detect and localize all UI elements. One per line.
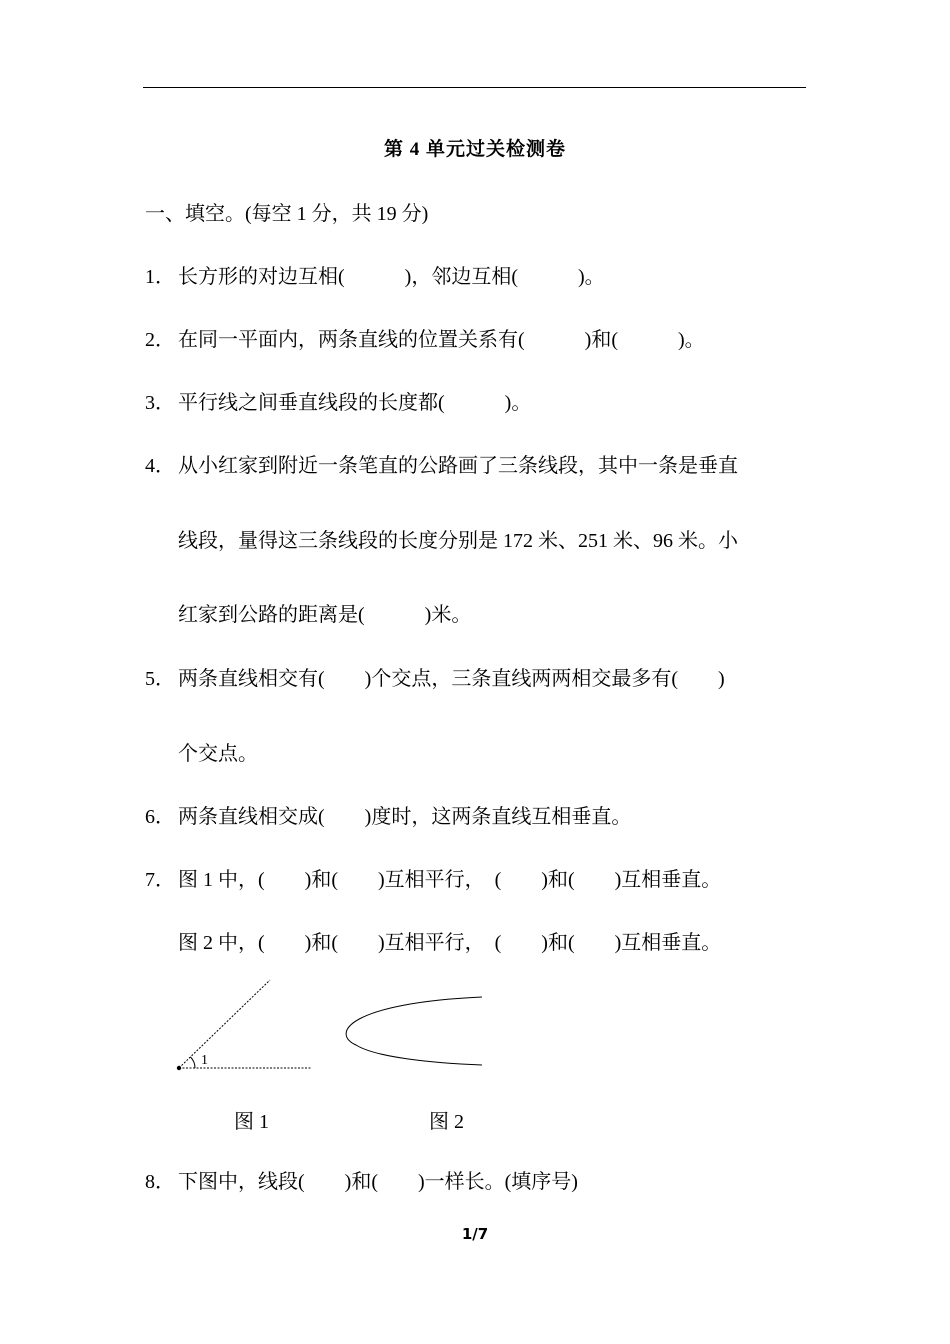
question-6 bbox=[145, 803, 631, 831]
question-text: 在同一平面内，两条直线的位置关系有( )和( )。 bbox=[178, 329, 705, 351]
question-text: 长方形的对边互相( )，邻边互相( )。 bbox=[178, 266, 605, 288]
question-number: 1． bbox=[145, 266, 175, 288]
fig1-vertex bbox=[177, 1066, 181, 1070]
fig1-ray-slanted bbox=[179, 980, 270, 1068]
question-7-line-2: 图 2 中，( )和( )互相平行， ( )和( )互相垂直。 bbox=[178, 932, 722, 954]
page-title: 第 4 单元过关检测卷 bbox=[383, 139, 566, 160]
fig1-angle-label: 1 bbox=[201, 1053, 208, 1068]
question-8 bbox=[145, 1168, 578, 1196]
question-text: 图 1 中，( )和( )互相平行， ( )和( )互相垂直。 bbox=[178, 869, 722, 891]
question-number: 4． bbox=[145, 455, 175, 477]
question-5-line-2: 个交点。 bbox=[178, 743, 258, 765]
question-text: 两条直线相交成( )度时，这两条直线互相垂直。 bbox=[178, 806, 632, 828]
question-4-line-3: 红家到公路的距离是( )米。 bbox=[178, 604, 472, 626]
header-rule bbox=[143, 87, 806, 88]
question-number: 5． bbox=[145, 668, 175, 690]
section-heading: 一、填空。(每空 1 分，共 19 分) bbox=[145, 203, 429, 225]
question-number: 3． bbox=[145, 392, 175, 414]
question-4 bbox=[145, 452, 738, 480]
fig2-curve bbox=[346, 997, 482, 1065]
question-7 bbox=[145, 866, 721, 894]
question-2 bbox=[145, 326, 705, 354]
question-text: 平行线之间垂直线段的长度都( )。 bbox=[178, 392, 532, 414]
question-text: 两条直线相交有( )个交点，三条直线两两相交最多有( ) bbox=[178, 668, 725, 690]
question-text: 从小红家到附近一条笔直的公路画了三条线段，其中一条是垂直 bbox=[178, 455, 738, 477]
fig1-caption: 图 1 bbox=[234, 1111, 269, 1133]
question-1 bbox=[145, 263, 605, 291]
page-number: 1/7 bbox=[461, 1225, 489, 1243]
question-3 bbox=[145, 389, 531, 417]
question-5 bbox=[145, 665, 725, 693]
fig2-caption: 图 2 bbox=[429, 1111, 464, 1133]
question-number: 7． bbox=[145, 869, 175, 891]
figures bbox=[170, 975, 500, 1085]
question-number: 8． bbox=[145, 1171, 175, 1193]
fig1-angle-arc bbox=[191, 1057, 196, 1068]
question-text: 下图中，线段( )和( )一样长。(填序号) bbox=[178, 1171, 578, 1193]
question-number: 2． bbox=[145, 329, 175, 351]
question-number: 6． bbox=[145, 806, 175, 828]
question-4-line-2: 线段，量得这三条线段的长度分别是 172 米、251 米、96 米。小 bbox=[178, 530, 738, 552]
